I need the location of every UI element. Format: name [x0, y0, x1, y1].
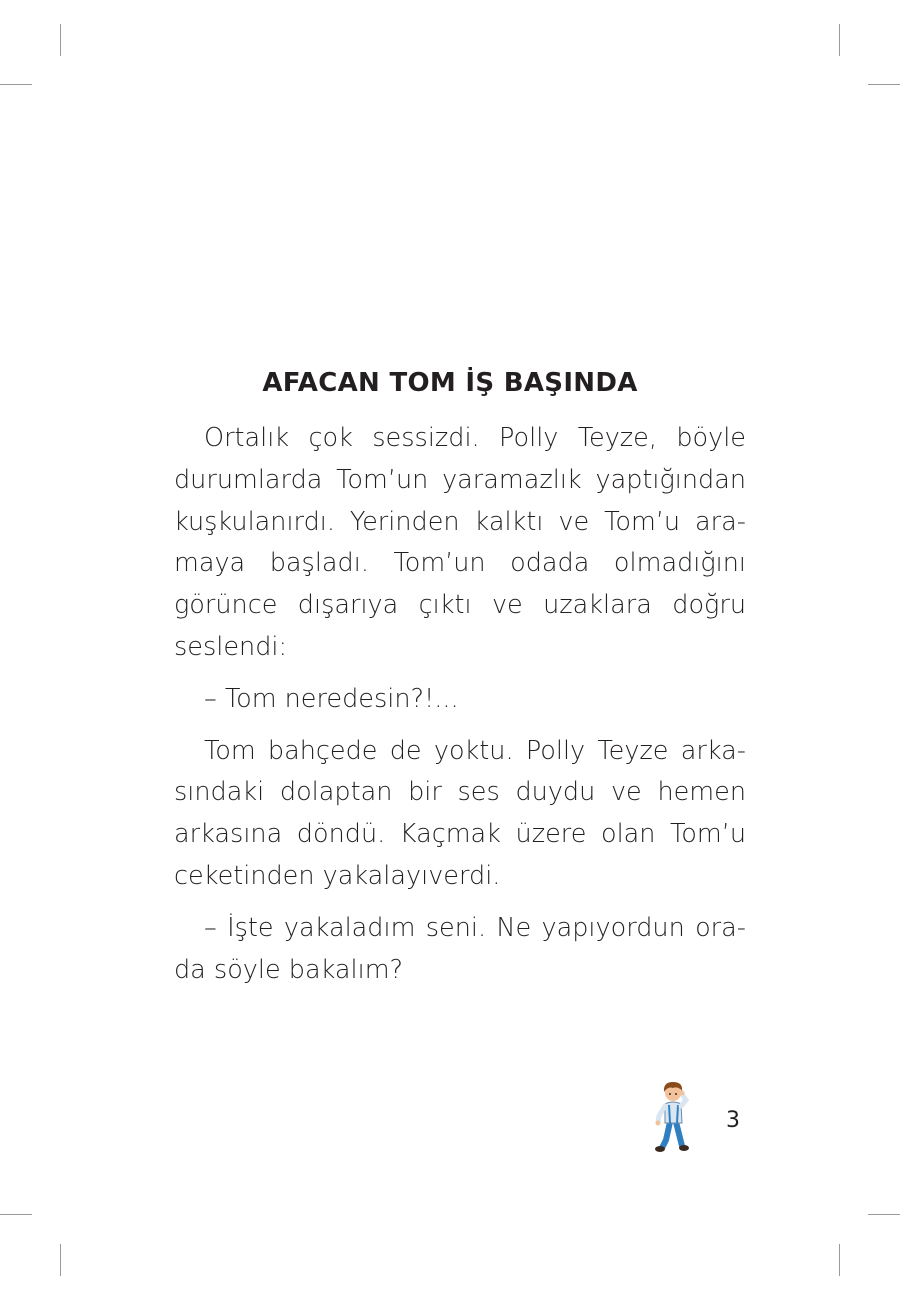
page-number: 3	[726, 1108, 740, 1133]
walking-boy-icon	[652, 1078, 698, 1154]
paragraph: Ortalık çok sessizdi. Polly Teyze, böyle durumlarda Tom’un yaramazlık yaptığından kuşkulanırdı. Yerinden kalktı ve Tom’u ara-maya başladı. Tom’un odada olmadığını görünce dışarıya çıktı ve uzaklara doğru seslendi:	[174, 423, 746, 662]
crop-mark	[0, 1214, 32, 1215]
crop-mark	[60, 1244, 61, 1276]
crop-mark	[0, 84, 32, 85]
paragraph: – İşte yakaladım seni. Ne yapıyordun ora-da söyle bakalım?	[174, 912, 746, 985]
story-text	[174, 418, 746, 1001]
paragraph: – Tom neredesin?!...	[204, 683, 459, 714]
chapter-title: AFACAN TOM İŞ BAŞINDA	[262, 368, 638, 398]
crop-mark	[60, 24, 61, 56]
crop-mark	[868, 1214, 900, 1215]
crop-mark	[868, 84, 900, 85]
crop-mark	[839, 24, 840, 56]
paragraph: Tom bahçede de yoktu. Polly Teyze arka-sındaki dolaptan bir ses duydu ve hemen arkasına döndü. Kaçmak üzere olan Tom’u ceketinden yakalayıverdi.	[174, 735, 746, 891]
crop-mark	[839, 1244, 840, 1276]
